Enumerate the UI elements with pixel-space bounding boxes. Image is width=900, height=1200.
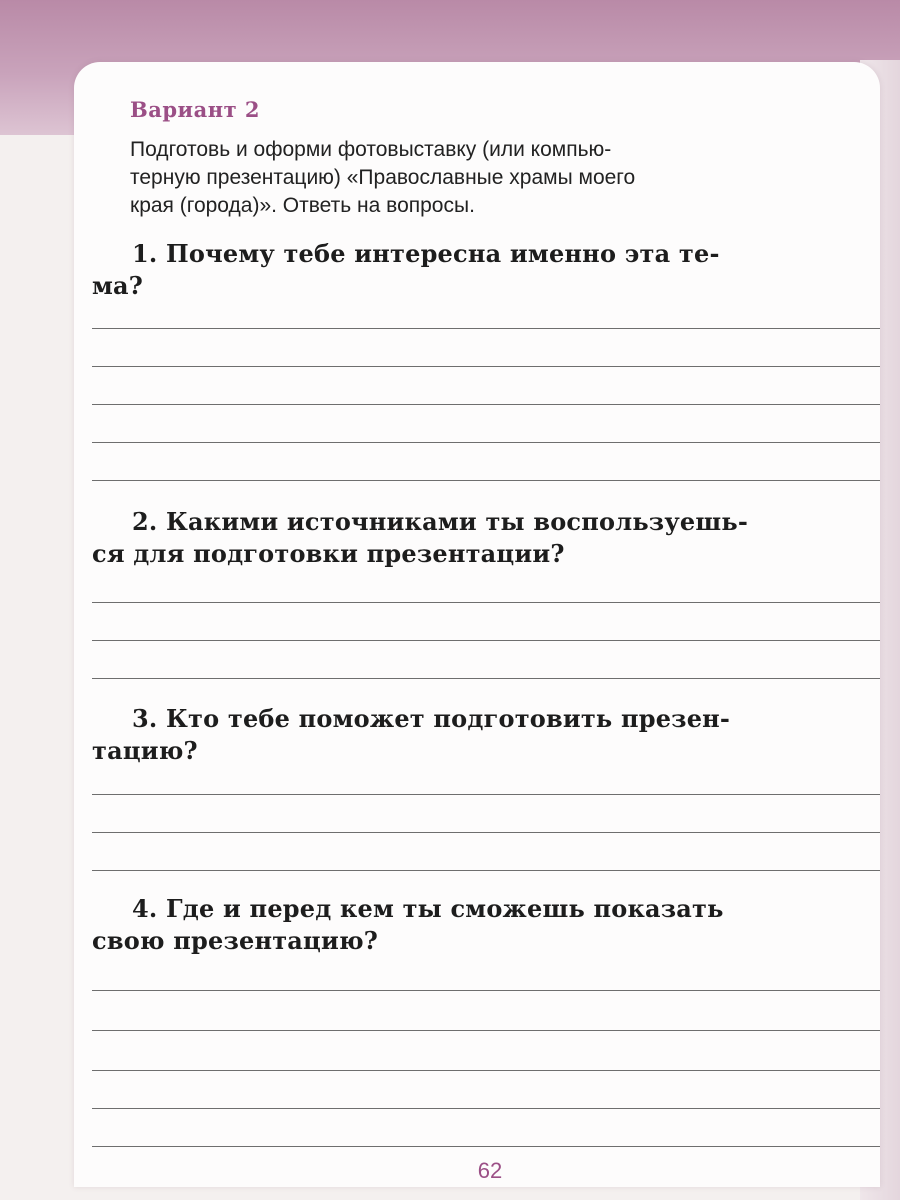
question-2 [92, 506, 882, 570]
answer-line[interactable] [92, 1030, 880, 1031]
answer-line[interactable] [92, 990, 880, 991]
answer-line[interactable] [92, 678, 880, 679]
answer-line[interactable] [92, 794, 880, 795]
answer-line[interactable] [92, 366, 880, 367]
page-number: 62 [477, 1158, 503, 1183]
answer-line[interactable] [92, 602, 880, 603]
task-instructions [130, 136, 870, 220]
question-text: свою презентацию? [92, 926, 379, 955]
question-text: ся для подготовки презентации? [92, 539, 565, 568]
question-text: 2. Какими источниками ты воспользуешь- [132, 507, 749, 536]
question-text: 4. Где и перед кем ты сможешь показать [132, 894, 724, 923]
instruction-line: терную презентацию) «Православные храмы моего [130, 166, 636, 189]
answer-line[interactable] [92, 1070, 880, 1071]
answer-line[interactable] [92, 404, 880, 405]
instruction-line: Подготовь и оформи фотовыставку (или компью- [130, 138, 612, 161]
question-3 [92, 703, 882, 767]
answer-line[interactable] [92, 870, 880, 871]
answer-line[interactable] [92, 442, 880, 443]
answer-line[interactable] [92, 640, 880, 641]
question-1 [92, 238, 882, 302]
answer-line[interactable] [92, 328, 880, 329]
question-4 [92, 893, 882, 957]
page-card [74, 62, 880, 1187]
answer-line[interactable] [92, 1108, 880, 1109]
variant-title: Вариант 2 [130, 97, 261, 122]
instruction-line: края (города)». Ответь на вопросы. [130, 194, 475, 217]
answer-line[interactable] [92, 480, 880, 481]
question-text: тацию? [92, 736, 198, 765]
question-text: 3. Кто тебе поможет подготовить презен- [132, 704, 731, 733]
answer-line[interactable] [92, 832, 880, 833]
question-text: 1. Почему тебе интересна именно эта те- [132, 239, 720, 268]
answer-line[interactable] [92, 1146, 880, 1147]
question-text: ма? [92, 271, 144, 300]
